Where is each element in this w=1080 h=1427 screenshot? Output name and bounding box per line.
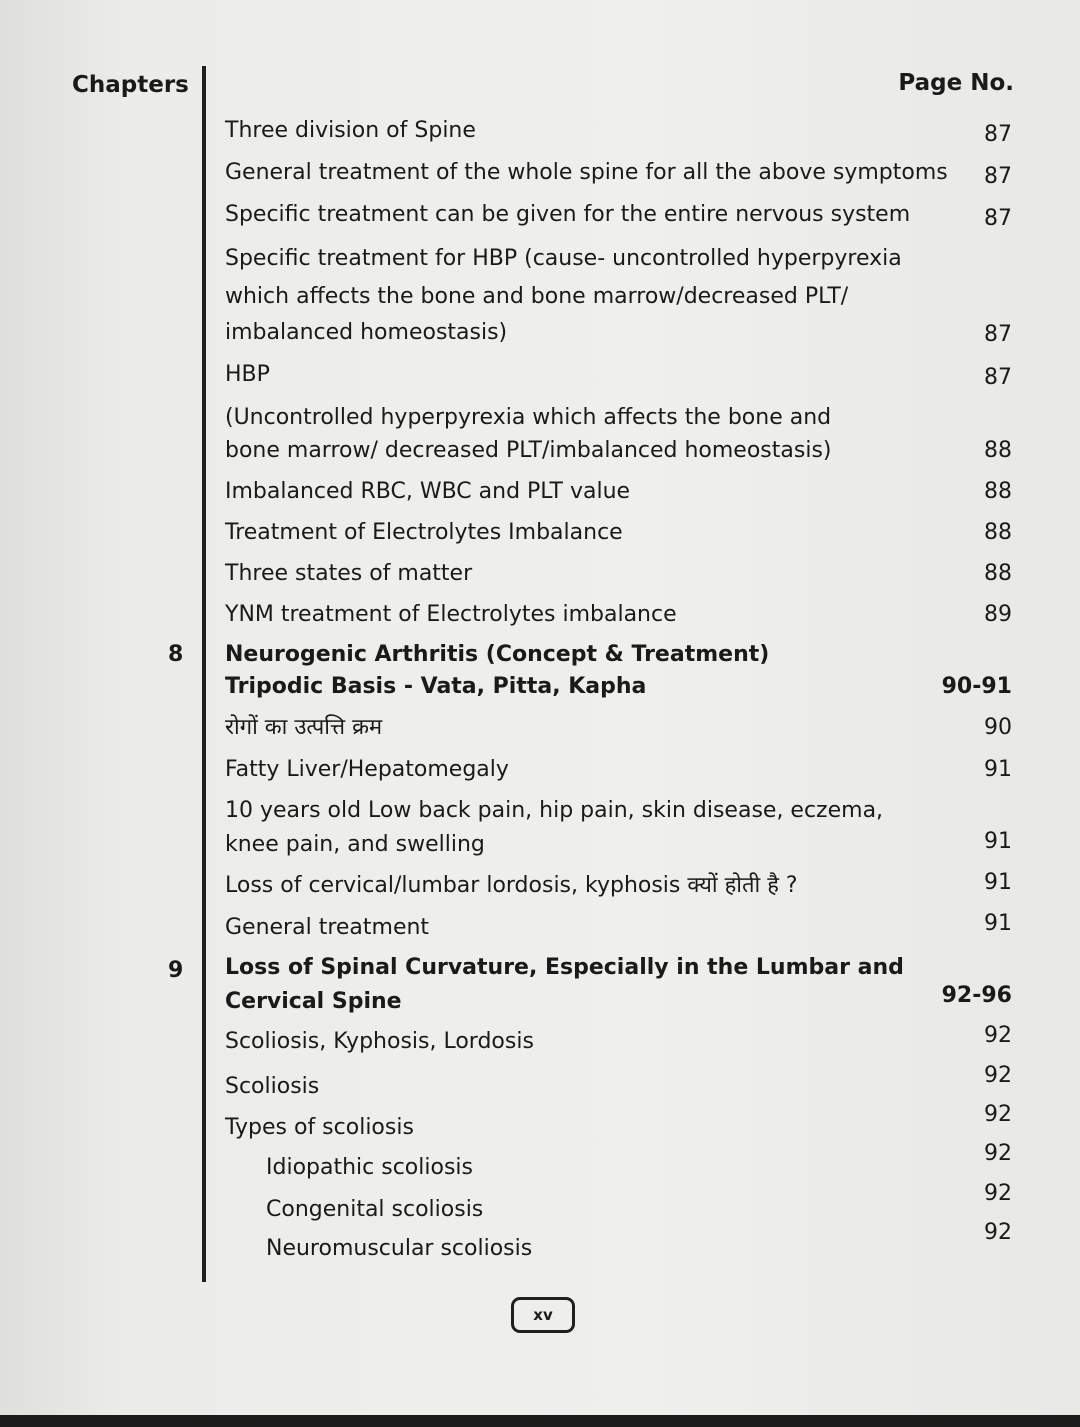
toc-entry-page: 92 <box>984 1102 1012 1127</box>
toc-entry-text: Three states of matter <box>225 561 473 586</box>
toc-entry-page: 92 <box>984 1181 1012 1206</box>
page-number-roman: xv <box>533 1306 553 1324</box>
toc-entry-text: General treatment of the whole spine for all the above symptoms <box>225 160 948 185</box>
toc-entry-text: Scoliosis, Kyphosis, Lordosis <box>225 1029 534 1054</box>
toc-entry-page: 87 <box>984 322 1012 347</box>
page-no-heading: Page No. <box>898 70 1014 96</box>
column-divider <box>202 66 206 1282</box>
toc-entry-page: 87 <box>984 122 1012 147</box>
toc-entry-text: रोगों का उत्पत्ति क्रम <box>225 715 383 740</box>
chapter-page-range: 90-91 <box>941 674 1012 699</box>
toc-entry-page: 92 <box>984 1141 1012 1166</box>
toc-entry-page: 87 <box>984 164 1012 189</box>
toc-entry-page: 92 <box>984 1220 1012 1245</box>
toc-entry-line: (Uncontrolled hyperpyrexia which affects the bone and <box>225 405 832 430</box>
toc-entry-text: Treatment of Electrolytes Imbalance <box>225 520 623 545</box>
toc-entry-text: General treatment <box>225 915 430 940</box>
toc-entry-text: Fatty Liver/Hepatomegaly <box>225 757 509 782</box>
toc-entry-line: bone marrow/ decreased PLT/imbalanced homeostasis) <box>225 438 832 463</box>
toc-entry-page: 89 <box>984 602 1012 627</box>
chapter-title-line: Cervical Spine <box>225 989 402 1014</box>
toc-entry-line: Specific treatment for HBP (cause- uncontrolled hyperpyrexia <box>225 246 902 271</box>
chapters-heading: Chapters <box>72 72 189 98</box>
toc-entry-page: 88 <box>984 479 1012 504</box>
toc-entry-line: imbalanced homeostasis) <box>225 320 508 345</box>
toc-subentry-text: Congenital scoliosis <box>266 1197 484 1222</box>
toc-entry-page: 88 <box>984 438 1012 463</box>
toc-entry-line: which affects the bone and bone marrow/decreased PLT/ <box>225 284 849 309</box>
chapter-title-line: Neurogenic Arthritis (Concept & Treatment) <box>225 642 770 667</box>
toc-entry-text: Specific treatment can be given for the entire nervous system <box>225 202 911 227</box>
chapter-number: 8 <box>168 642 184 667</box>
toc-entry-page: 91 <box>984 829 1012 854</box>
toc-subentry-text: Neuromuscular scoliosis <box>266 1236 533 1261</box>
toc-entry-page: 92 <box>984 1023 1012 1048</box>
toc-entry-text: Loss of cervical/lumbar lordosis, kyphosis क्यों होती है ? <box>225 873 798 898</box>
toc-subentry-text: Idiopathic scoliosis <box>266 1155 473 1180</box>
toc-entry-page: 91 <box>984 870 1012 895</box>
toc-entry-text: Three division of Spine <box>225 118 476 143</box>
toc-entry-page: 91 <box>984 911 1012 936</box>
toc-entry-text: HBP <box>225 362 270 387</box>
toc-entry-text: YNM treatment of Electrolytes imbalance <box>225 602 677 627</box>
toc-entry-line: knee pain, and swelling <box>225 832 485 857</box>
toc-entry-page: 88 <box>984 561 1012 586</box>
toc-entry-page: 87 <box>984 206 1012 231</box>
toc-entry-page: 91 <box>984 757 1012 782</box>
toc-entry-page: 90 <box>984 715 1012 740</box>
toc-entry-text: Scoliosis <box>225 1074 320 1099</box>
toc-entry-page: 92 <box>984 1063 1012 1088</box>
toc-entry-page: 88 <box>984 520 1012 545</box>
toc-entry-page: 87 <box>984 365 1012 390</box>
toc-entry-text: Types of scoliosis <box>225 1115 414 1140</box>
bottom-edge <box>0 1415 1080 1427</box>
chapter-number: 9 <box>168 958 184 983</box>
toc-entry-line: 10 years old Low back pain, hip pain, skin disease, eczema, <box>225 798 884 823</box>
toc-entry-text: Imbalanced RBC, WBC and PLT value <box>225 479 631 504</box>
page-number-badge <box>511 1297 575 1333</box>
chapter-title-line: Tripodic Basis - Vata, Pitta, Kapha <box>225 674 647 699</box>
chapter-title-line: Loss of Spinal Curvature, Especially in the Lumbar and <box>225 955 904 980</box>
chapter-page-range: 92-96 <box>941 983 1012 1008</box>
